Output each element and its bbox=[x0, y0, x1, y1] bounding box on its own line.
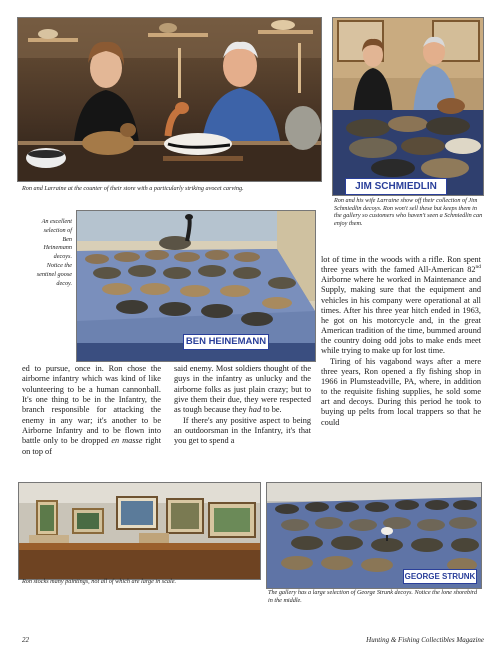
article-paragraph: lot of time in the woods with a rifle. Ron spent three years with the famed All-American 82nd Airborne where he worked in Maintenance and Supply, making sure that the equipment and vehicles in his company were operational at all times. After his three year hitch ended in 1963, he got on his motorcycle and, in the great American tradition of the time, bummed around the country doing odd jobs to make ends meet while trying to make up for lost time. bbox=[321, 255, 481, 356]
photo-strunk bbox=[266, 482, 482, 589]
caption-paintings: Ron stocks many paintings, not all of which are large in scale. bbox=[22, 578, 177, 585]
caption-strunk: The gallery has a large selection of George Strunk decoys. Notice the lone shorebird in the middle. bbox=[268, 589, 478, 604]
article-paragraph: If there's any positive aspect to being an outdoorsman in the Infantry, it's that you get to spend a bbox=[174, 415, 311, 446]
article-paragraph: said enemy. Most soldiers thought of the guys in the infantry as unlucky and the airborne folks as just plain crazy; but to give them their due, they were respected as tough because they had to be. bbox=[174, 364, 311, 415]
article-column-2 bbox=[174, 364, 311, 447]
magazine-name: Hunting & Fishing Collectibles Magazine bbox=[366, 636, 484, 644]
label-ben-heinemann: BEN HEINEMANN bbox=[183, 334, 269, 350]
caption-heinemann: An excellent selection of Ben Heinemann decoys. Notice the sentinel goose decoy. bbox=[36, 218, 72, 287]
page-number: 22 bbox=[22, 636, 29, 644]
caption-store-counter: Ron and Larraine at the counter of their store with a particularly striking avocet carving. bbox=[22, 185, 244, 192]
article-paragraph: Tiring of his vagabond ways after a mere three years, Ron opened a fly fishing shop in 1966 in Plumsteadville, PA, where, in addition to the requisite fishing supplies, he sold some art and decoys. During this period he took to buying up pelts from local trappers so that he could bbox=[321, 356, 481, 427]
photo-heinemann bbox=[76, 210, 316, 362]
photo-store-counter bbox=[17, 17, 322, 182]
article-paragraph: ed to pursue, once in. Ron chose the airborne infantry which was kind of like volunteering to be a human cannonball. It's one thing to be in the Infantry, the branch responsible for attacking the enemy in any war; it's another to be Airborne Infantry and to be flown into battle only to be dropped en masse right on top of bbox=[22, 364, 162, 456]
photo-schmiedlin bbox=[332, 17, 484, 196]
caption-schmiedlin: Ron and his wife Larraine show off their collection of Jim Schmiedlin decoys. Ron won't sell these but keeps them in the gallery so customers who haven't seen a Schmiedlin can enjoy them. bbox=[334, 197, 483, 227]
label-george-strunk: GEORGE STRUNK bbox=[403, 569, 477, 584]
photo-paintings bbox=[18, 482, 261, 580]
article-column-1 bbox=[22, 364, 161, 457]
article-column-3 bbox=[321, 255, 481, 428]
label-jim-schmiedlin: JIM SCHMIEDLIN bbox=[345, 178, 447, 195]
